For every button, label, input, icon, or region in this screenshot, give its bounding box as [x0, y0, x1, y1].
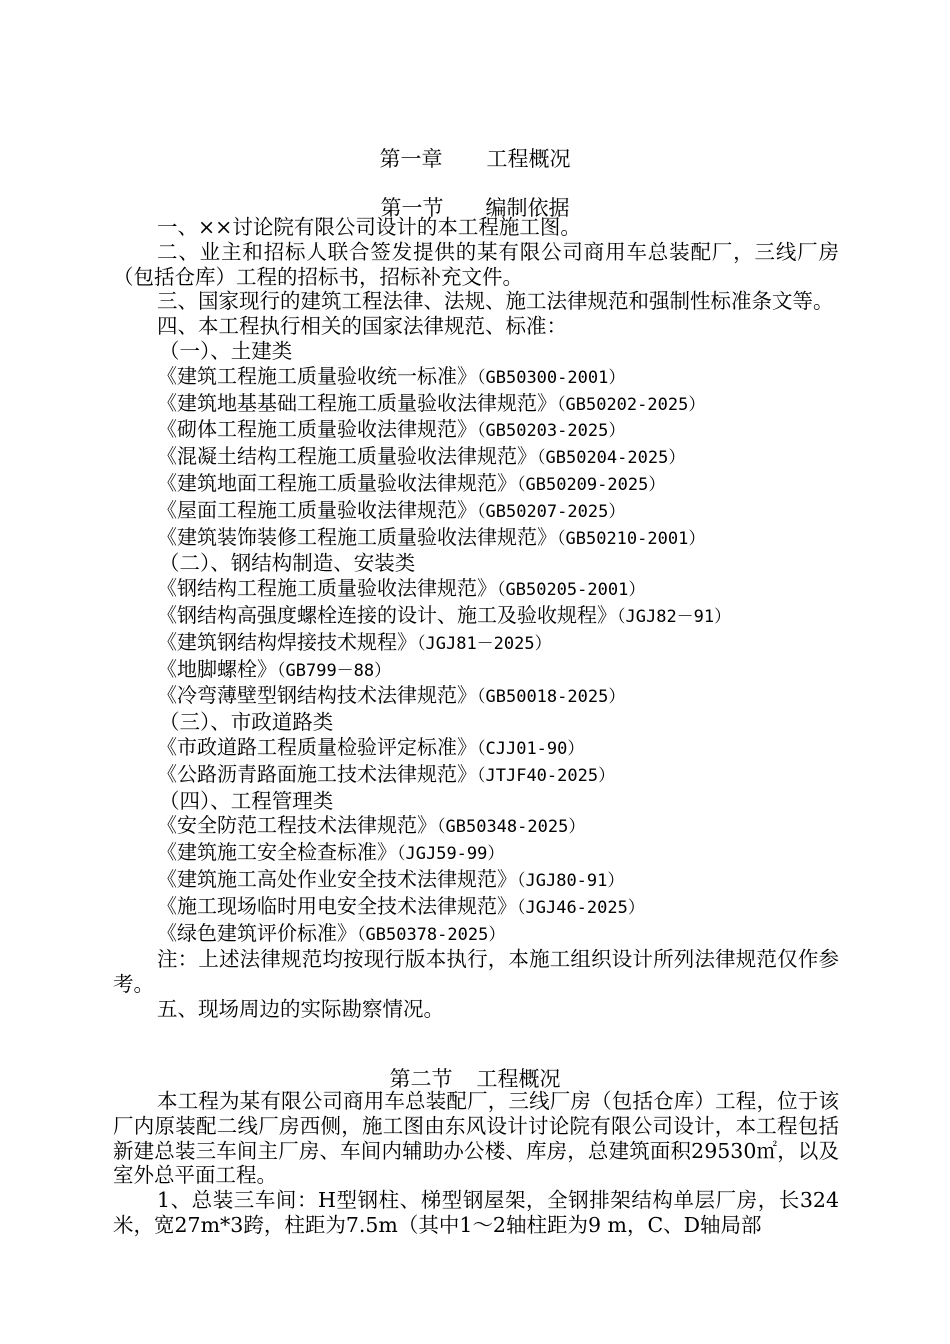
standard-code: （JGJ81－2025）: [417, 633, 552, 654]
chapter-heading: [0, 143, 950, 173]
standard-code: （JGJ82－91）: [617, 606, 732, 627]
standard-name: 《钢结构高强度螺栓连接的设计、施工及验收规程》: [157, 602, 617, 627]
standard-name: 《建筑装饰装修工程施工质量验收法律规范》: [157, 524, 557, 549]
category-road: （三）、市政道路类: [159, 710, 334, 735]
standard-name: 《钢结构工程施工质量验收法律规范》: [157, 576, 497, 601]
section1-title: 编制依据: [485, 196, 570, 220]
standard-name: 《施工现场临时用电安全技术法律规范》: [157, 893, 517, 918]
basis-item-4: 四、本工程执行相关的国家法律规范、标准：: [157, 314, 567, 339]
standard-code: （GB50018-2025）: [477, 687, 626, 708]
standard-name: 《建筑地面工程施工质量验收法律规范》: [157, 470, 517, 495]
standard-code: （GB50203-2025）: [477, 421, 626, 442]
standard-name: 《地脚螺栓》: [157, 656, 277, 681]
standard-name: 《砌体工程施工质量验收法律规范》: [157, 417, 477, 442]
standard-code: （CJJ01-90）: [477, 738, 585, 759]
standard-item: [113, 364, 839, 391]
standard-name: 《公路沥青路面施工技术法律规范》: [157, 761, 477, 786]
standard-code: （GB50202-2025）: [557, 394, 706, 415]
chapter-number: 第一章: [379, 147, 443, 171]
standard-code: （GB50209-2025）: [517, 474, 666, 495]
standard-name: 《建筑钢结构焊接技术规程》: [157, 629, 417, 654]
standard-code: （GB799－88）: [277, 660, 392, 681]
basis-item-5: 五、现场周边的实际勘察情况。: [157, 996, 444, 1021]
standard-item: [113, 525, 839, 552]
standard-name: 《冷弯薄壁型钢结构技术法律规范》: [157, 683, 477, 708]
section2-title: 工程概况: [476, 1067, 561, 1091]
standard-name: 《建筑施工高处作业安全技术法律规范》: [157, 866, 517, 891]
section1-number: 第一节: [380, 196, 444, 220]
standard-item: [113, 391, 839, 418]
standard-item: [113, 840, 839, 867]
standard-name: 《市政道路工程质量检验评定标准》: [157, 734, 477, 759]
category-management: （四）、工程管理类: [159, 788, 334, 813]
standard-name: 《建筑地基基础工程施工质量验收法律规范》: [157, 390, 557, 415]
standard-code: （JGJ59-99）: [397, 844, 505, 865]
standard-name: 《绿色建筑评价标准》: [157, 920, 357, 945]
standard-name: 《屋面工程施工质量验收法律规范》: [157, 497, 477, 522]
standard-item: [113, 498, 839, 525]
section2-number: 第二节: [389, 1067, 453, 1091]
standard-code: （GB50205-2001）: [497, 580, 646, 601]
standard-name: 《建筑工程施工质量验收统一标准》: [157, 363, 477, 388]
overview-block: [113, 1089, 839, 1238]
overview-paragraph-2: 1、总装三车间：H型钢柱、梯型钢屋架，全钢排架结构单层厂房，长324米，宽27m*3跨，柱距为7.5m（其中1～2轴柱距为9 m，C、D轴局部: [113, 1188, 839, 1237]
standard-item: [113, 762, 839, 789]
overview-paragraph-1: 本工程为某有限公司商用车总装配厂，三线厂房（包括仓库）工程，位于该厂内原装配二线厂房西侧，施工图由东风设计讨论院有限公司设计，本工程包括新建总装三车间主厂房、车间内辅助办公楼、库房，总建筑面积29530㎡，以及室外总平面工程。: [113, 1089, 839, 1188]
standard-item: [113, 813, 839, 840]
note-paragraph: 注：上述法律规范均按现行版本执行，本施工组织设计所列法律规范仅作参考。: [113, 947, 839, 997]
basis-item-3: 三、国家现行的建筑工程法律、法规、施工法律规范和强制性标准条文等。: [157, 289, 834, 314]
standard-code: （JTJF40-2025）: [477, 765, 616, 786]
standard-item: [113, 444, 839, 471]
standard-code: （GB50378-2025）: [357, 924, 506, 945]
standard-item: [113, 471, 839, 498]
category-civil: （一）、土建类: [159, 338, 293, 363]
standard-name: 《混凝土结构工程施工质量验收法律规范》: [157, 444, 537, 469]
standard-item: [113, 894, 839, 921]
standard-item: [113, 867, 839, 894]
basis-item-1: 一、××讨论院有限公司设计的本工程施工图。: [157, 215, 581, 239]
standard-code: （GB50207-2025）: [477, 501, 626, 522]
standard-item: [113, 576, 839, 603]
standard-item: [113, 683, 839, 710]
standard-name: 《安全防范工程技术法律规范》: [157, 813, 437, 838]
basis-block: [113, 215, 839, 1022]
standard-name: 《建筑施工安全检查标准》: [157, 840, 397, 865]
standard-code: （JGJ46-2025）: [517, 897, 645, 918]
standard-code: （GB50300-2001）: [477, 367, 626, 388]
standard-item: [113, 735, 839, 762]
standard-code: （GB50204-2025）: [537, 448, 686, 469]
standard-item: [113, 603, 839, 630]
standard-item: [113, 630, 839, 657]
standard-item: [113, 417, 839, 444]
standard-item: [113, 921, 839, 948]
standard-item: [113, 657, 839, 684]
chapter-title: 工程概况: [486, 147, 571, 171]
standard-code: （JGJ80-91）: [517, 870, 625, 891]
standard-code: （GB50210-2001）: [557, 528, 706, 549]
category-steel: （二）、钢结构制造、安装类: [159, 551, 416, 576]
standard-code: （GB50348-2025）: [437, 817, 586, 838]
basis-item-2: 二、业主和招标人联合签发提供的某有限公司商用车总装配厂，三线厂房（包括仓库）工程的招标书，招标补充文件。: [113, 239, 839, 289]
